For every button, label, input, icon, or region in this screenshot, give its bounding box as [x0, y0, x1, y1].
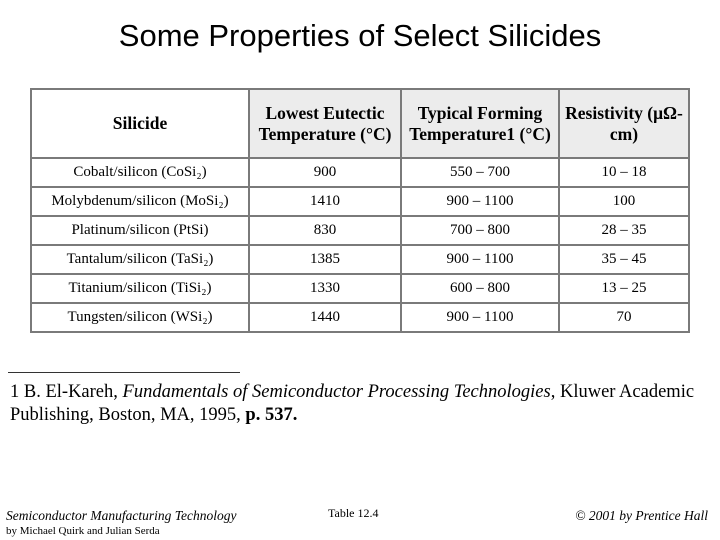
table-header-row	[31, 89, 689, 158]
header-eutectic-temperature: Lowest Eutectic Temperature (°C)	[249, 89, 401, 158]
cell-forming: 900 – 1100	[401, 245, 559, 274]
table-row	[31, 274, 689, 303]
cell-forming: 900 – 1100	[401, 303, 559, 332]
cell-silicide: Tantalum/silicon (TaSi₂)	[31, 245, 249, 274]
footnote-book-title: Fundamentals of Semiconductor Processing Technologies	[122, 382, 551, 402]
footnote-prefix: 1 B. El-Kareh,	[10, 382, 123, 402]
footnote-publisher: , Kluwer Academic Publishing, Boston, MA, 1995,	[10, 382, 695, 425]
header-forming-temperature: Typical Forming Temperature1 (°C)	[401, 89, 559, 158]
table-row	[31, 216, 689, 245]
table-row	[31, 303, 689, 332]
cell-silicide: Tungsten/silicon (WSi₂)	[31, 303, 249, 332]
footer-table-reference: Table 12.4	[328, 506, 379, 520]
header-resistivity: Resistivity (μΩ-cm)	[559, 89, 689, 158]
cell-eutectic: 1440	[249, 303, 401, 332]
footnote-page: p. 537.	[245, 405, 298, 425]
cell-eutectic: 830	[249, 216, 401, 245]
cell-resistivity: 35 – 45	[559, 245, 689, 274]
footer-book-title: Semiconductor Manufacturing Technology	[6, 508, 237, 523]
header-silicide: Silicide	[31, 89, 249, 158]
cell-silicide: Platinum/silicon (PtSi)	[31, 216, 249, 245]
slide-title: Some Properties of Select Silicides	[118, 18, 602, 53]
footnote-reference	[10, 381, 700, 427]
cell-eutectic: 900	[249, 158, 401, 187]
cell-forming: 900 – 1100	[401, 187, 559, 216]
cell-forming: 700 – 800	[401, 216, 559, 245]
cell-resistivity: 10 – 18	[559, 158, 689, 187]
cell-eutectic: 1330	[249, 274, 401, 303]
cell-silicide: Molybdenum/silicon (MoSi₂)	[31, 187, 249, 216]
cell-eutectic: 1385	[249, 245, 401, 274]
table-row	[31, 158, 689, 187]
cell-forming: 600 – 800	[401, 274, 559, 303]
cell-silicide: Cobalt/silicon (CoSi₂)	[31, 158, 249, 187]
cell-resistivity: 28 – 35	[559, 216, 689, 245]
cell-resistivity: 13 – 25	[559, 274, 689, 303]
cell-resistivity: 70	[559, 303, 689, 332]
footer-copyright: © 2001 by Prentice Hall	[575, 508, 708, 523]
cell-forming: 550 – 700	[401, 158, 559, 187]
footer-authors: by Michael Quirk and Julian Serda	[6, 525, 160, 537]
cell-resistivity: 100	[559, 187, 689, 216]
silicide-properties-table	[30, 88, 690, 333]
cell-silicide: Titanium/silicon (TiSi₂)	[31, 274, 249, 303]
table-row	[31, 187, 689, 216]
footnote-divider	[8, 372, 240, 373]
footer-book-credit	[6, 508, 236, 537]
table-row	[31, 245, 689, 274]
cell-eutectic: 1410	[249, 187, 401, 216]
